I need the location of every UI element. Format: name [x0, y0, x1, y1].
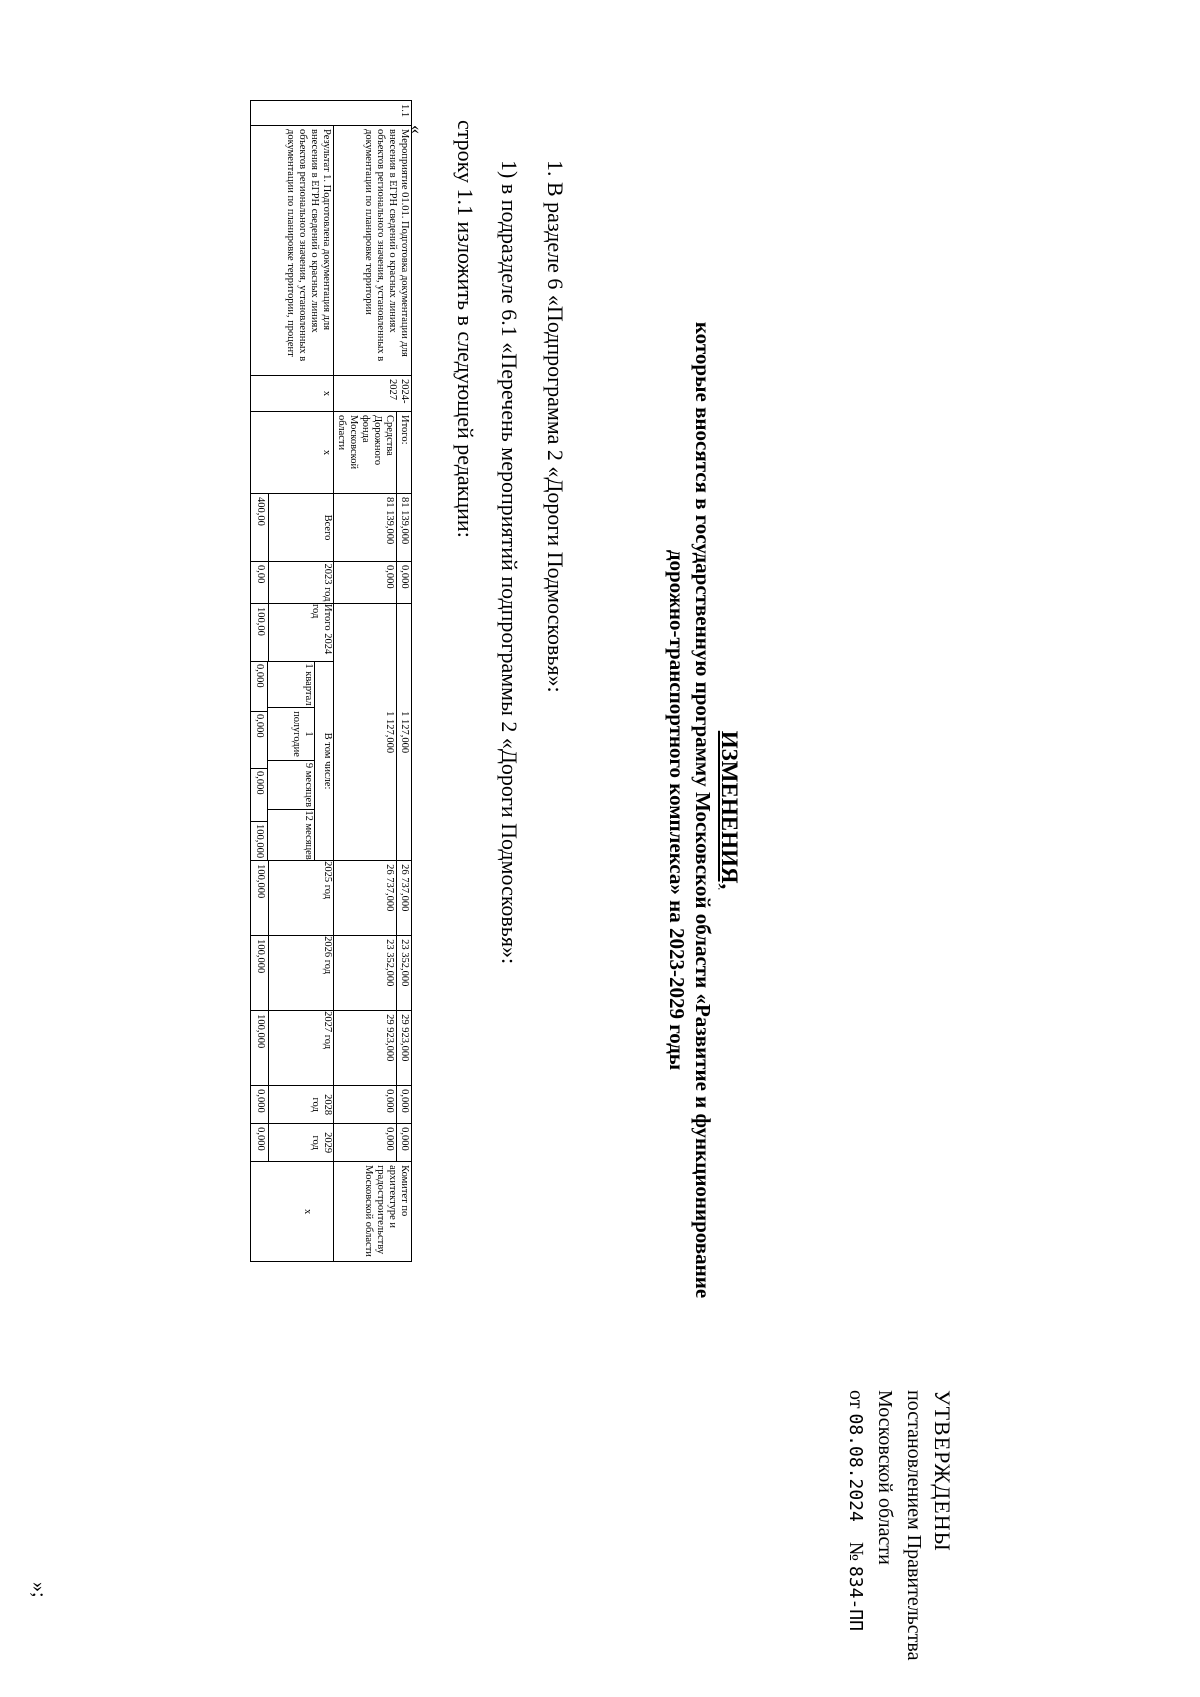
result-2027: 100,000	[255, 1014, 266, 1049]
result-2028-cell	[251, 1086, 334, 1124]
result-total: 400,00	[255, 497, 266, 526]
amount-total: 81 139,000	[397, 494, 412, 562]
result-2029-cell	[251, 1124, 334, 1162]
result-text: Результат 1. Подготовлена документация для внесения в ЕГРН сведений о красных линиях объектов регионального значения, установленных в документации по планировке территории, процент	[251, 126, 334, 376]
amount-2023: 0,000	[397, 562, 412, 604]
paragraph-item-1: 1. В разделе 6 «Подпрограмма 2 «Дороги Подмосковья»:	[543, 160, 568, 693]
paragraph-item-3: строку 1.1 изложить в следующей редакции:	[453, 120, 478, 538]
paragraph-item-2: 1) в подразделе 6.1 «Перечень мероприятий подпрограммы 2 «Дороги Подмосковья»:	[497, 160, 522, 965]
source-amount-2027: 29 923,000	[334, 1011, 397, 1086]
amount-2026: 23 352,000	[397, 936, 412, 1011]
approval-block	[841, 1390, 957, 1660]
table-row	[251, 101, 334, 1262]
total-label: Итого:	[397, 412, 412, 494]
result-2023-cell	[251, 562, 334, 604]
date-prefix: от	[845, 1390, 867, 1409]
approval-line-2: Московской области	[874, 1390, 896, 1565]
title-line-1: которые вносятся в государственную программу Московской области «Развитие и функционирование	[691, 321, 715, 1299]
approval-heading: УТВЕРЖДЕНЫ	[930, 1390, 955, 1552]
result-2028: 0,000	[255, 1089, 266, 1113]
title-line-2: дорожно-транспортного комплекса» на 2023-2029 годы	[665, 549, 689, 1071]
amount-2029: 0,000	[397, 1124, 412, 1162]
document-title	[664, 180, 742, 1440]
source-amount-2029: 0,000	[334, 1124, 397, 1162]
result-2027-cell	[251, 1011, 334, 1086]
result-2026-cell	[251, 936, 334, 1011]
source-amount-2025: 26 737,000	[334, 861, 397, 936]
funding-source: Средства Дорожного фонда Московской области	[334, 412, 397, 494]
result-responsible-x: x	[251, 1162, 334, 1262]
approval-date: 08.08.2024	[845, 1413, 866, 1522]
header-2029: 2029 год	[268, 1124, 333, 1161]
result-2023: 0,00	[255, 565, 266, 584]
header-total: Всего	[268, 494, 333, 561]
row-number: 1.1	[251, 101, 412, 126]
result-total-cell	[251, 494, 334, 562]
result-2026: 100,000	[255, 939, 266, 974]
header-2028: 2028 год	[268, 1086, 333, 1123]
amount-2027: 29 923,000	[397, 1011, 412, 1086]
header-including: В том числе:	[314, 662, 333, 860]
approval-line-1: постановлением Правительства	[903, 1390, 925, 1661]
table-row	[397, 101, 412, 1262]
result-h1: 0,000	[251, 712, 267, 769]
header-2027: 2027 год	[268, 1011, 333, 1085]
amount-2024: 1 127,000	[397, 604, 412, 861]
opening-quote: «	[407, 125, 427, 134]
header-12m: 12 месяцев	[303, 810, 314, 860]
measure-text: Мероприятие 01.01. Подготовка документации для внесения в ЕГРН сведений о красных линиях объектов регионального значения, установленных в документации по планировке территории	[334, 126, 412, 376]
result-2024-cell	[251, 604, 334, 662]
result-2029: 0,000	[255, 1127, 266, 1151]
result-2025: 100,000	[255, 864, 266, 899]
approval-number: 834-ПП	[845, 1565, 866, 1631]
result-9m: 0,000	[251, 769, 267, 822]
header-itogo-2024: Итого 2024 год	[268, 604, 333, 661]
amount-2025: 26 737,000	[397, 861, 412, 936]
result-period-x: x	[251, 376, 334, 412]
result-2024: 100,00	[255, 607, 266, 636]
amount-2028: 0,000	[397, 1086, 412, 1124]
header-h1: 1 полугодие	[268, 708, 314, 761]
source-amount-total: 81 139,000	[334, 494, 397, 562]
header-2026: 2026 год	[268, 936, 333, 1010]
measures-table	[250, 100, 412, 1262]
responsible: Комитет по архитектуре и градостроительству Московской области	[334, 1162, 412, 1262]
header-2023: 2023 год	[268, 562, 333, 603]
result-source-x: x	[251, 412, 334, 494]
approval-date-line	[841, 1390, 870, 1660]
source-amount-2024: 1 127,000	[334, 604, 397, 861]
result-12m: 100,000	[254, 824, 265, 859]
result-q1: 0,000	[251, 662, 267, 712]
source-amount-2028: 0,000	[334, 1086, 397, 1124]
number-prefix: №	[845, 1541, 867, 1561]
result-2025-cell	[251, 861, 334, 936]
closing-quote: »;	[28, 1582, 50, 1598]
header-q1: 1 квартал	[268, 662, 314, 708]
header-9m: 9 месяцев	[268, 761, 314, 810]
quarterly-cell	[251, 662, 334, 861]
period: 2024-2027	[334, 376, 412, 412]
source-amount-2023: 0,000	[334, 562, 397, 604]
source-amount-2026: 23 352,000	[334, 936, 397, 1011]
header-2025: 2025 год	[268, 861, 333, 935]
title-heading: ИЗМЕНЕНИЯ,	[717, 730, 742, 890]
